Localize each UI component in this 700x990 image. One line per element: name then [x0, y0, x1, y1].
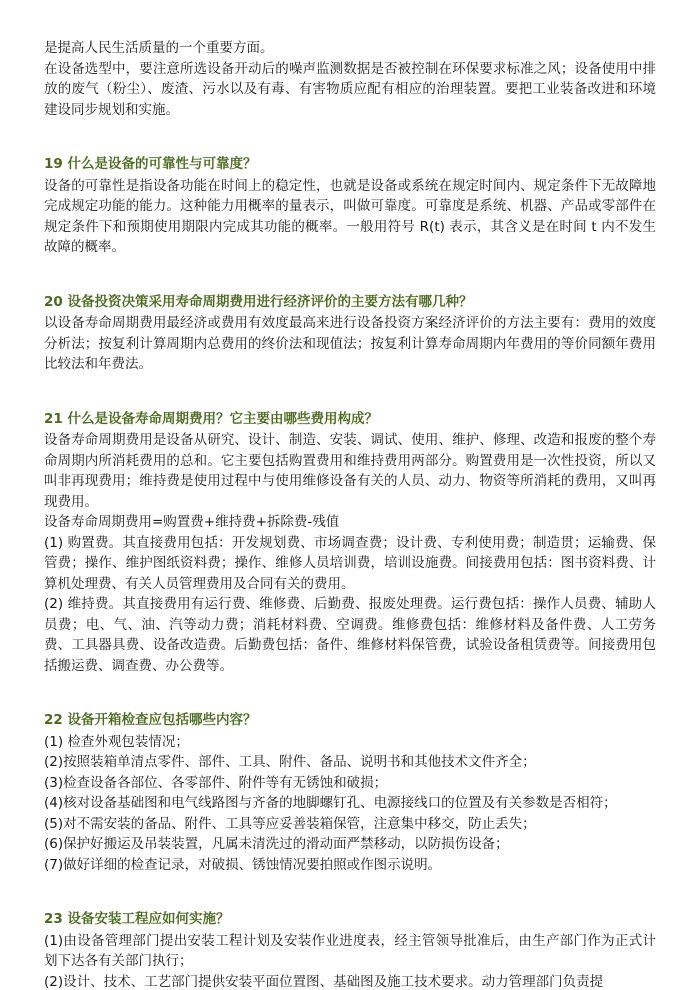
section-23: [44, 909, 656, 990]
list-item: (1) 购置费。其直接费用包括：开发规划费、市场调查费；设计费、专利使用费；制造贯；运输费、保管费；操作、维护图纸资料费；操作、维修人员培训费，培训设施费。间接费用包括：图书资料费、计算机处理费、有关人员管理费用及合同有关的费用。: [44, 534, 656, 592]
list-item: (1) 检查外观包装情况；: [44, 733, 189, 750]
list-item: (1)由设备管理部门提出安装工程计划及安装作业进度表，经主管领导批准后，由生产部门作为正式计划下达各有关部门执行；: [44, 932, 656, 969]
list-item: (5)对不需安装的备品、附件、工具等应妥善装箱保管，注意集中移交，防止丢失；: [44, 815, 536, 832]
paragraph: 设备寿命周期费用是设备从研究、设计、制造、安装、调试、使用、维护、修理、改造和报废的整个寿命周期内所消耗费用的总和。它主要包括购置费用和维持费用两部分。购置费用是一次性投资，所以又叫非再现费用；维持费是使用过程中与使用维修设备有关的人员、动力、物资等所消耗的费用，又叫再现费用。: [44, 432, 656, 510]
paragraph: 在设备选型中，要注意所选设备开动后的噪声监测数据是否被控制在环保要求标准之风；设备使用中排放的废气（粉尘）、废渣、污水以及有毒、有害物质应配有相应的治理装置。要把工业装备改进和环境建设同步规划和实施。: [44, 60, 656, 118]
formula-line: 设备寿命周期费用=购置费+维持费+拆除费-残值: [44, 514, 340, 530]
paragraph: 设备的可靠性是指设备功能在时间上的稳定性，也就是设备或系统在规定时间内、规定条件下无故障地完成规定功能的能力。这种能力用概率的量表示，叫做可靠度。可靠度是系统、机器、产品或零部件在规定条件下和预期使用期限内完成其功能的概率。一般用符号 R(t) 表示，其含义是在时间 t 内不发生故障的概率。: [44, 177, 656, 255]
paragraph: 是提高人民生活质量的一个重要方面。: [44, 40, 274, 56]
list-item: (4)核对设备基础图和电气线路图与齐备的地脚螺钉孔、电源接线口的位置及有关参数是否相符；: [44, 795, 617, 811]
list-item: (2)按照装箱单清点零件、部件、工具、附件、备品、说明书和其他技术文件齐全；: [44, 754, 536, 770]
list-item: (6)保护好搬运及吊装装置，凡属未清洗过的滑动面严禁移动，以防损伤设备；: [44, 836, 509, 852]
list-item: (2) 维持费。其直接费用有运行费、维修费、后勤费、报废处理费。运行费包括：操作人员费、辅助人员费；电、气、油、汽等动力费；消耗材料费、空调费。维修费包括：维修材料及备件费、人工劳务费、工具器具费、设备改造费。后勤费包括：备件、维修材料保管费，试验设备租赁费等。间接费用包括搬运费、调查费、办公费等。: [44, 596, 656, 674]
intro-block: [44, 38, 656, 120]
section-22: [44, 710, 656, 875]
section-heading: 23 设备安装工程应如何实施？: [44, 911, 230, 927]
section-heading: 20 设备投资决策采用寿命周期费用进行经济评价的主要方法有哪几种？: [44, 293, 473, 310]
section-heading: 19 什么是设备的可靠性与可靠度？: [44, 156, 257, 172]
paragraph: 以设备寿命周期费用最经济或费用有效度最高来进行设备投资方案经济评价的方法主要有：费用的效度分析法；按复利计算周期内总费用的终价法和现值法；按复利计算寿命周期内年费用的等价同额年费用比较法和年费法。: [44, 315, 656, 372]
list-item: (2)设计、技术、工艺部门提供安装平面位置图、基础图及施工技术要求。动力管理部门负责提: [44, 973, 604, 990]
section-20: [44, 292, 656, 375]
section-21: [44, 409, 656, 677]
list-item: (3)检查设备各部位、各零部件、附件等有无锈蚀和破损；: [44, 774, 388, 791]
list-item: (7)做好详细的检查记录，对破损、锈蚀情况要拍照或作图示说明。: [44, 856, 442, 873]
section-heading: 22 设备开箱检查应包括哪些内容？: [44, 712, 257, 728]
section-19: [44, 154, 656, 258]
section-heading: 21 什么是设备寿命周期费用？它主要由哪些费用构成？: [44, 410, 378, 427]
